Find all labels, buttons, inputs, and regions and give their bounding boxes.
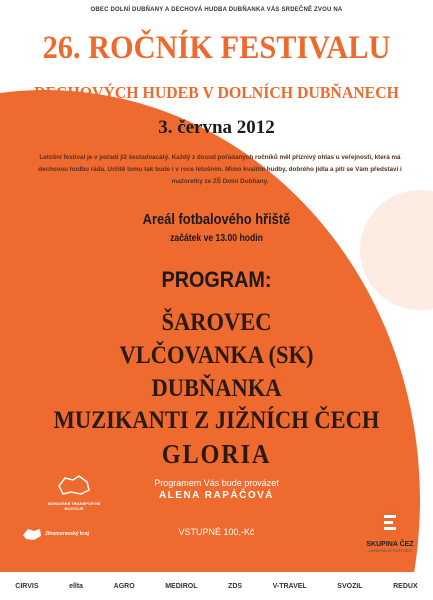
venue-place: Areál fotbalového hřiště bbox=[142, 211, 291, 228]
invitation-tagline: OBEC DOLNÍ DUBŇANY A DECHOVÁ HUDBA DUBŇANKA VÁS SRDEČNĚ ZVOU NA bbox=[90, 7, 343, 13]
band-gloria: GLORIA bbox=[161, 439, 272, 469]
poster-subtitle: DECHOVÝCH HUDEB V DOLNÍCH DUBŇANECH bbox=[34, 83, 399, 102]
sponsor-logo: V-TRAVEL bbox=[272, 582, 307, 590]
sponsor-logo: CIRVIS bbox=[15, 582, 39, 590]
region-shape-icon bbox=[22, 527, 42, 541]
sponsor-logo: ellta bbox=[69, 582, 84, 590]
cez-mark-icon bbox=[379, 510, 401, 536]
map-outline-icon bbox=[57, 474, 91, 496]
band-dubnanka: DUBŇANKA bbox=[151, 375, 282, 402]
poster-title: 26. ROČNÍK FESTIVALU bbox=[42, 30, 391, 66]
band-muzikanti: MUZIKANTI Z JIŽNÍCH ČECH bbox=[53, 407, 380, 434]
cez-logo-text: SKUPINA ČEZ bbox=[366, 541, 414, 548]
jmk-logo bbox=[22, 527, 89, 541]
regional-logo bbox=[44, 474, 104, 511]
sponsor-logo: ZDS bbox=[228, 582, 243, 590]
moderator-name: ALENA RAPÁČOVÁ bbox=[158, 490, 275, 501]
cez-logo-subtext: GENERÁLNÍ PARTNER bbox=[368, 548, 412, 553]
intro-text: Letošní festival je v pořadí již šestadvacátý. Každý z dosud pořádaných ročníků měl příznivý ohlas u veřejnosti, která má dechovou hudbu ráda. Určitě tomu tak bude i v roce letošním. Mimo kvalitní hudby, dobrého jídla a pití se Vám představí i mažoretky ze ZŠ Dolní Dubňany. bbox=[38, 154, 402, 185]
program-heading: PROGRAM: bbox=[161, 267, 272, 292]
event-date: 3. června 2012 bbox=[158, 117, 275, 138]
sponsor-logo: REDUX bbox=[393, 582, 418, 590]
entry-fee: VSTUPNÉ 100,-Kč bbox=[178, 527, 255, 537]
cez-logo bbox=[355, 510, 425, 553]
moderator-label: Programem Vás bude provázet bbox=[154, 478, 279, 488]
jmk-logo-text: Jihomoravský kraj bbox=[45, 531, 89, 537]
band-sarovec: ŠAROVEC bbox=[161, 309, 272, 336]
sponsor-logo: AGRO bbox=[113, 582, 135, 590]
sponsor-strip bbox=[0, 572, 433, 600]
start-time: začátek ve 13.00 hodin bbox=[170, 233, 263, 244]
regional-logo-text: MORAVSKÉ TRANSPORTNÍ ROZVOJE bbox=[47, 501, 101, 511]
sponsor-logo: MEDIROL bbox=[165, 582, 198, 590]
band-vlcovanka: VLČOVANKA (SK) bbox=[119, 342, 314, 369]
sponsor-logo: SVOZIL bbox=[337, 582, 363, 590]
